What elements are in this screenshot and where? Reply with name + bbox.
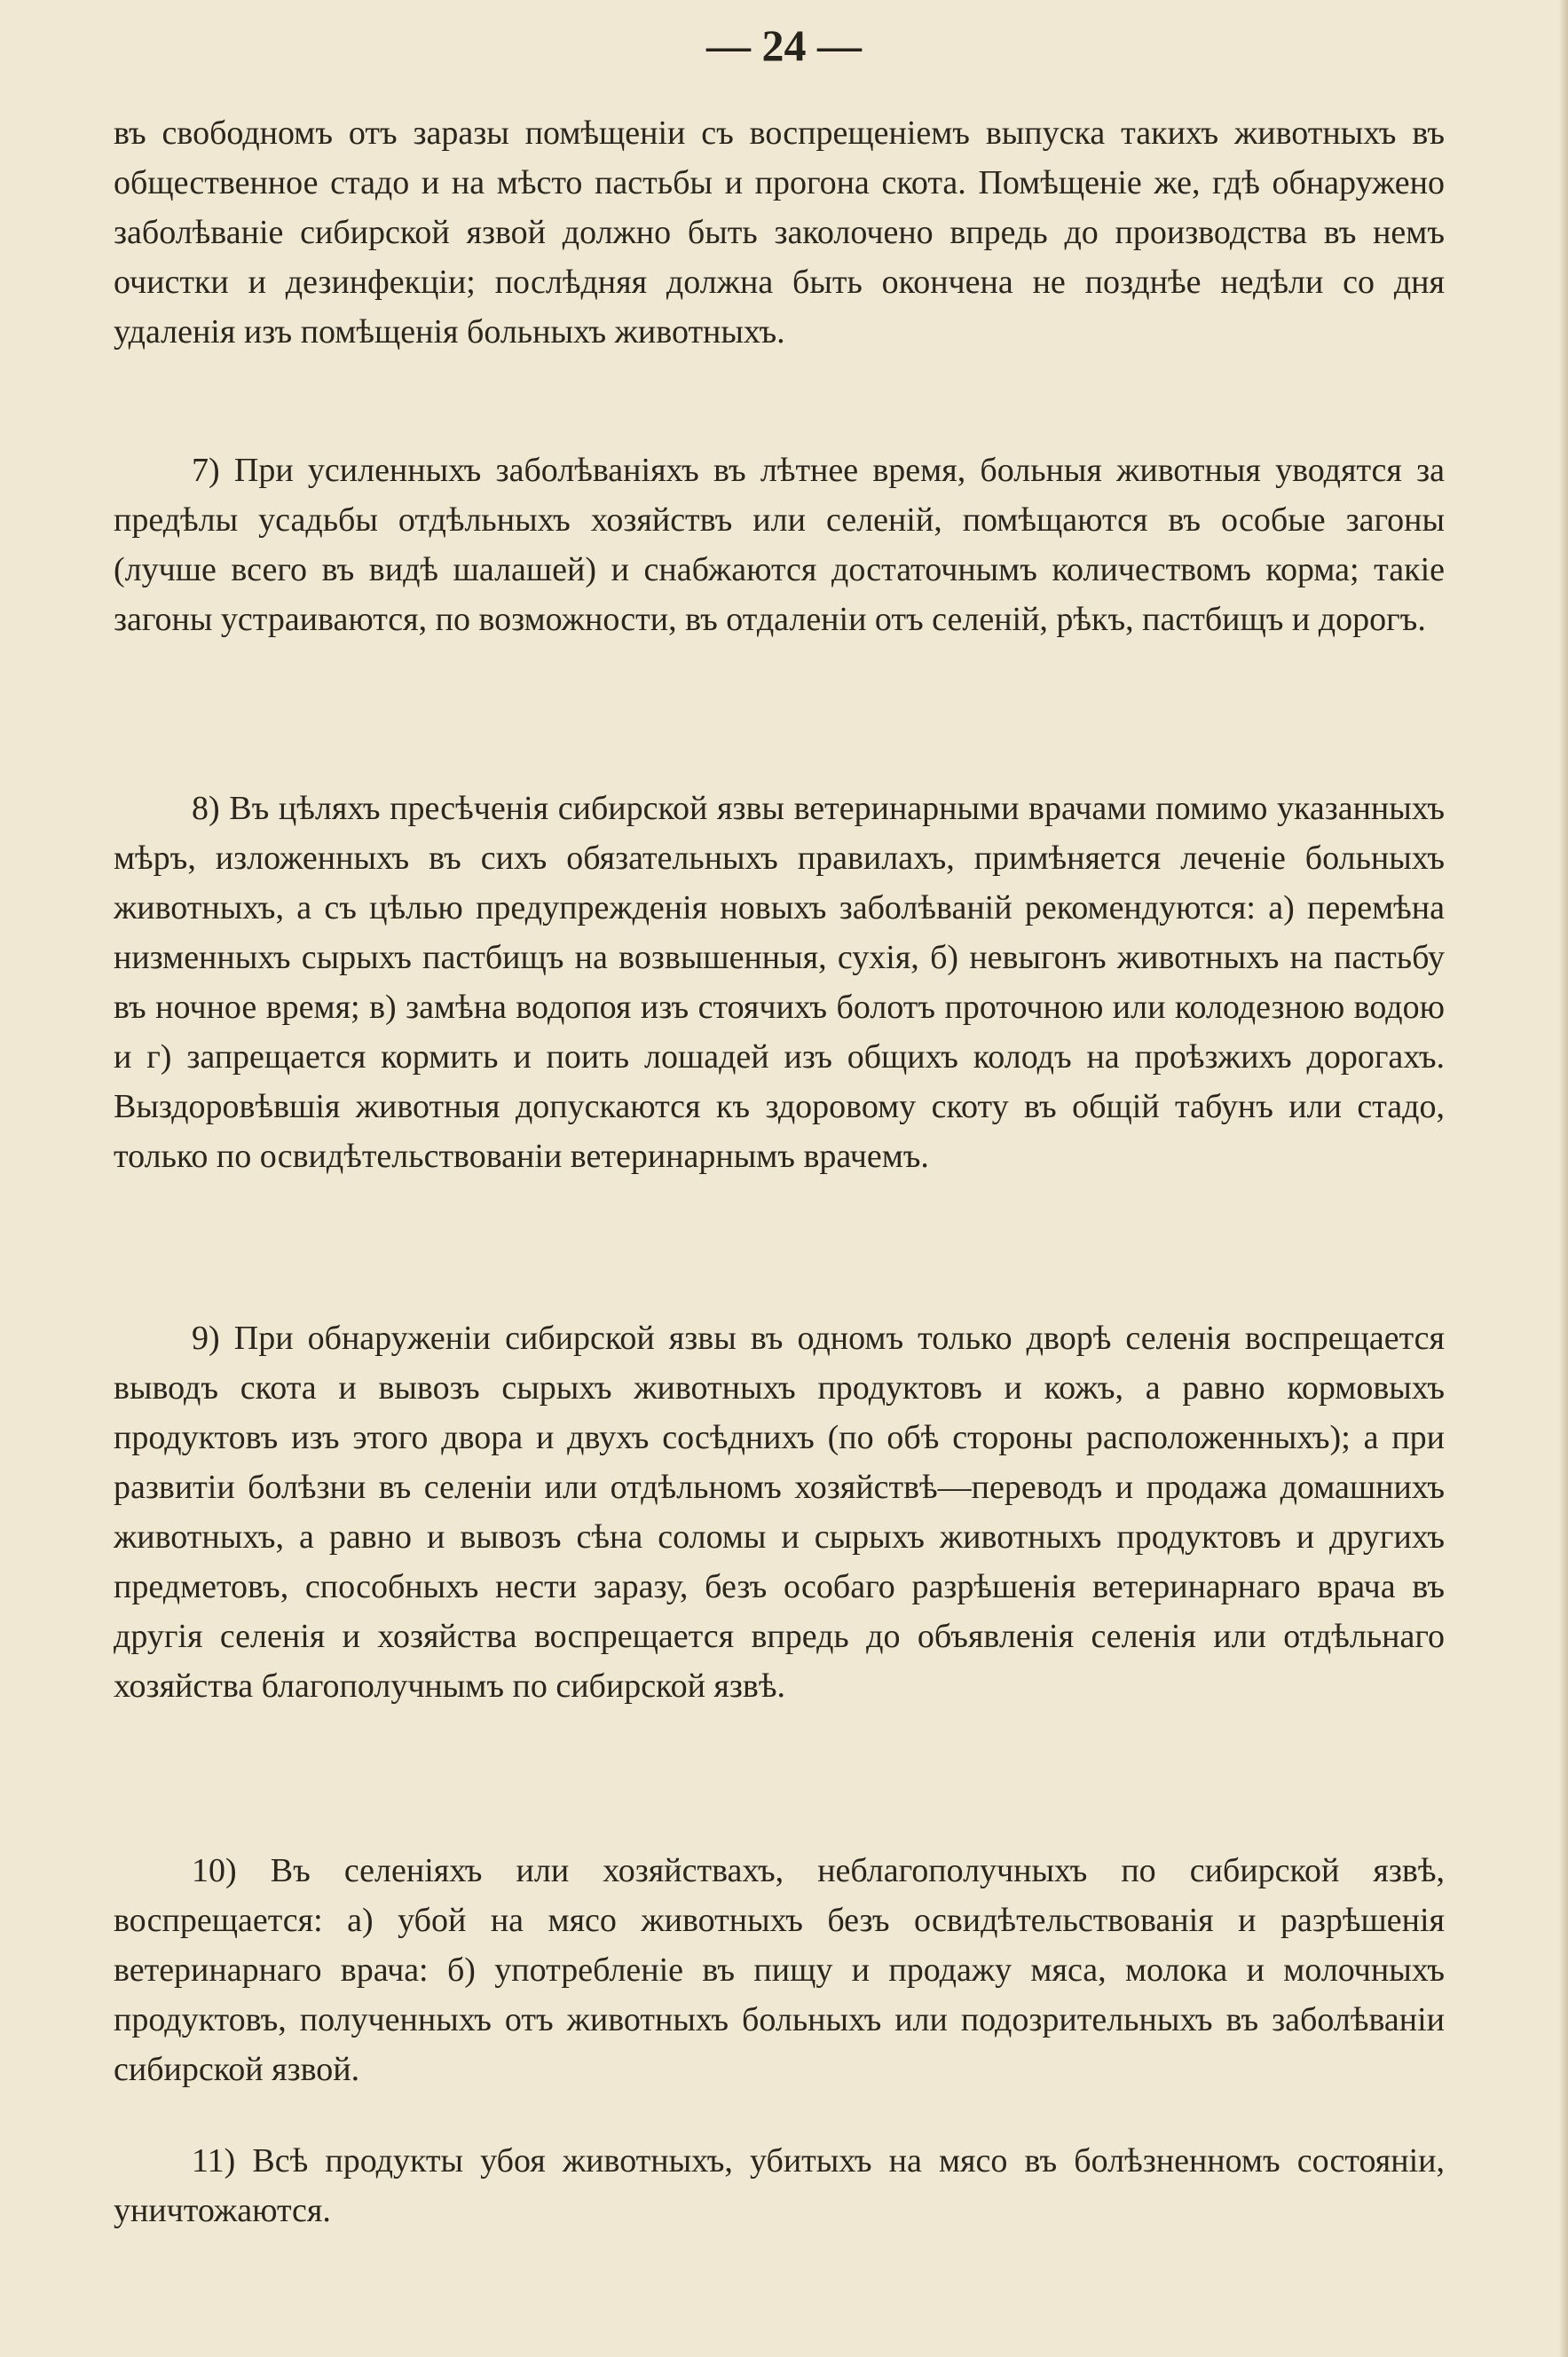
paragraph-text: При усиленныхъ заболѣваніяхъ въ лѣтнее время, больныя животныя уводятся за предѣлы усадьбы отдѣльныхъ хозяйствъ или селеній, помѣщаются въ особые загоны (лучше всего въ видѣ шалашей) и снабжаются достаточнымъ количествомъ корма; такіе загоны устраиваются, по возможности, въ отдаленіи отъ селеній, рѣкъ, пастбищъ и дорогъ. xyxy=(114,452,1445,638)
page-number: — 24 — xyxy=(706,20,862,70)
paragraph-item-10 xyxy=(114,1846,1445,2094)
paragraph-item-11 xyxy=(114,2136,1445,2235)
paragraph-text: въ свободномъ отъ заразы помѣщеніи съ воспрещеніемъ выпуска такихъ животныхъ въ общественное стадо и на мѣсто пастьбы и прогона скота. Помѣщеніе же, гдѣ обнаружено заболѣваніе сибирской язвой должно быть заколочено впредь до производства въ немъ очистки и дезинфекціи; послѣдняя должна быть окончена не позднѣе недѣли со дня удаленія изъ помѣщенія больныхъ животныхъ. xyxy=(114,114,1445,351)
paragraph-item-7 xyxy=(114,445,1445,644)
item-number: 9) xyxy=(192,1320,220,1357)
item-number: 8) xyxy=(192,790,220,827)
paragraph-text: Въ цѣляхъ пресѣченія сибирской язвы ветеринарными врачами помимо указанныхъ мѣръ, изложенныхъ въ сихъ обязательныхъ правилахъ, примѣняется леченіе больныхъ животныхъ, а съ цѣлью предупрежденія новыхъ заболѣваній рекомендуются: а) перемѣна низменныхъ сырыхъ пастбищъ на возвышенныя, сухія, б) невыгонъ животныхъ на пастьбу въ ночное время; в) замѣна водопоя изъ стоячихъ болотъ проточною или колодезною водою и г) запрещается кормить и поить лошадей изъ общихъ колодъ на проѣзжихъ дорогахъ. Выздоровѣвшія животныя допускаются къ здоровому скоту въ общій табунъ или стадо, только по освидѣтельствованіи ветеринарнымъ врачемъ. xyxy=(114,790,1445,1175)
paragraph-text: Всѣ продукты убоя животныхъ, убитыхъ на мясо въ болѣзненномъ состояніи, уничтожаются. xyxy=(114,2142,1445,2229)
paragraph-text: Въ селеніяхъ или хозяйствахъ, неблагополучныхъ по сибирской язвѣ, воспрещается: а) убой на мясо животныхъ безъ освидѣтельствованія и разрѣшенія ветеринарнаго врача: б) употребленіе въ пищу и продажу мяса, молока и молочныхъ продуктовъ, полученныхъ отъ животныхъ больныхъ или подозрительныхъ въ заболѣваніи сибирской язвой. xyxy=(114,1852,1445,2088)
item-number: 11) xyxy=(192,2142,236,2180)
paragraph-continuation xyxy=(114,108,1445,357)
item-number: 10) xyxy=(192,1852,237,1889)
paragraph-item-8 xyxy=(114,784,1445,1181)
paragraph-item-9 xyxy=(114,1313,1445,1711)
page-edge-shadow xyxy=(1559,0,1568,2357)
item-number: 7) xyxy=(192,452,220,489)
paragraph-text: При обнаруженіи сибирской язвы въ одномъ только дворѣ селенія воспрещается выводъ скота и вывозъ сырыхъ животныхъ продуктовъ и кожъ, а равно кормовыхъ продуктовъ изъ этого двора и двухъ сосѣднихъ (по обѣ стороны расположенныхъ); а при развитіи болѣзни въ селеніи или отдѣльномъ хозяйствѣ—переводъ и продажа домашнихъ животныхъ, а равно и вывозъ сѣна соломы и сырыхъ животныхъ продуктовъ и другихъ предметовъ, способныхъ нести заразу, безъ особаго разрѣшенія ветеринарнаго врача въ другія селенія и хозяйства воспрещается впредь до объявленія селенія или отдѣльнаго хозяйства благополучнымъ по сибирской язвѣ. xyxy=(114,1320,1446,1705)
